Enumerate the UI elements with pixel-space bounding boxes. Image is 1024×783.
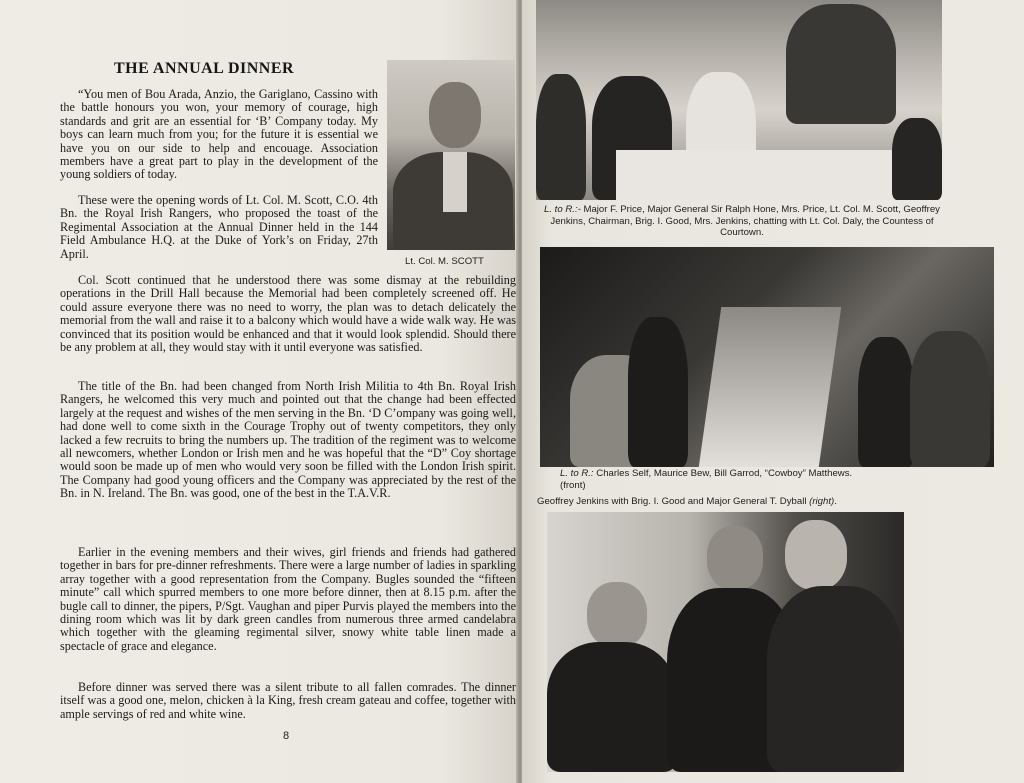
paragraph-4: The title of the Bn. had been changed from North Irish Militia to 4th Bn. Royal Irish Rangers, he welcomed this very much and pointed out that the change had been effected largely at the request and wishes of the men serving in the Bn. ‘D C’ompany was going well, had done well to come sixth in the Courage Trophy out of twenty competitors, they only lacked a few recruits to bring the numbers up. The tradition of the regiment was to welcome all newcomers, whether London or Irish men and he was hopeful that the “D” Coy shortage would soon be made up of men who would very soon be filled with the London Irish spirit. The Company had good young officers and the Company was appreciated by the rest of the Bn. in N. Ireland. The Bn. was good, one of the best in the T.A.V.R. (60, 379, 516, 501)
figure (910, 331, 990, 467)
long-table (699, 307, 841, 467)
figure (786, 4, 896, 124)
portrait-photo (387, 60, 515, 250)
figure (547, 642, 677, 772)
figure (628, 317, 688, 467)
portrait-caption: Lt. Col. M. SCOTT (405, 256, 484, 267)
portrait-head (429, 82, 481, 148)
portrait-shirt (443, 152, 467, 212)
paragraph-2: These were the opening words of Lt. Col. M. Scott, C.O. 4th Bn. the Royal Irish Rangers, who proposed the toast of the Regimental Association at the Annual Dinner held in the 144 Field Ambulance H.Q. at the Duke of York’s on Friday, 27th April. (60, 193, 378, 261)
photo2-caption: L. to R.: Charles Self, Maurice Bew, Bill Garrod, “Cowboy” Matthews. (front) (560, 468, 853, 491)
paragraph-3: Col. Scott continued that he understood there was some dismay at the rebuilding operations in the Drill Hall because the Memorial had been completely screened off. He could assure everyone there was no need to worry, the plan was to detach delicately the memorial from the wall and raise it to a balcony which would have a wide walk way. He was convinced that its position would be enhanced and that it would look splendid. Should there be any problem at all, they would stay with it until everyone was satisfied. (60, 273, 516, 355)
dinner-photo-three-men (547, 512, 904, 772)
figure (892, 118, 942, 200)
figure (767, 586, 904, 772)
figure (785, 520, 847, 590)
photo3-caption: Geoffrey Jenkins with Brig. I. Good and Major General T. Dyball (right). (537, 496, 837, 507)
paragraph-5: Earlier in the evening members and their wives, girl friends and friends had gathered together in bars for pre-dinner refreshments. There were a large number of ladies in sparkling array together with a good representation from the Company. Bugles sounded the “fifteen minute” call which spurred members to one more before dinner, then at 8.15 p.m. after the bugle call to dinner, the pipers, P/Sgt. Vaughan and piper Purvis played the members into the dining room which was lit by dark green candles from numerous three armed candelabra which together with the gleaming regimental silver, snowy white table linen made a spectacle of grace and elegance. (60, 545, 516, 653)
figure (707, 526, 763, 590)
photo1-caption: L. to R.:- Major F. Price, Major General Sir Ralph Hone, Mrs. Price, Lt. Col. M. Scott, Geoffrey Jenkins, Chairman, Brig. I. Good, Mrs. Jenkins, chatting with Lt. Col. Daly, the Countess of Courtown. (544, 204, 940, 238)
figure (858, 337, 914, 467)
dinner-photo-long-table (540, 247, 994, 467)
article-title: THE ANNUAL DINNER (114, 60, 295, 77)
dinner-photo-top-table (536, 0, 942, 200)
paragraph-6: Before dinner was served there was a silent tribute to all fallen comrades. The dinner itself was a good one, melon, chicken à la King, fresh cream gateau and coffee, together with ample servings of red and white wine. (60, 680, 516, 721)
figure (536, 74, 586, 200)
paragraph-1: “You men of Bou Arada, Anzio, the Gariglano, Cassino with the battle honours you won, your memory of courage, high standards and grit are an essential for ‘B’ Company today. My boys can learn much from you; for the future it is essential we have you on our side to help and encouage. Association members have a great part to play in the development of the young soldiers of today. (60, 87, 378, 182)
page-number: 8 (283, 730, 290, 742)
figure (587, 582, 647, 648)
